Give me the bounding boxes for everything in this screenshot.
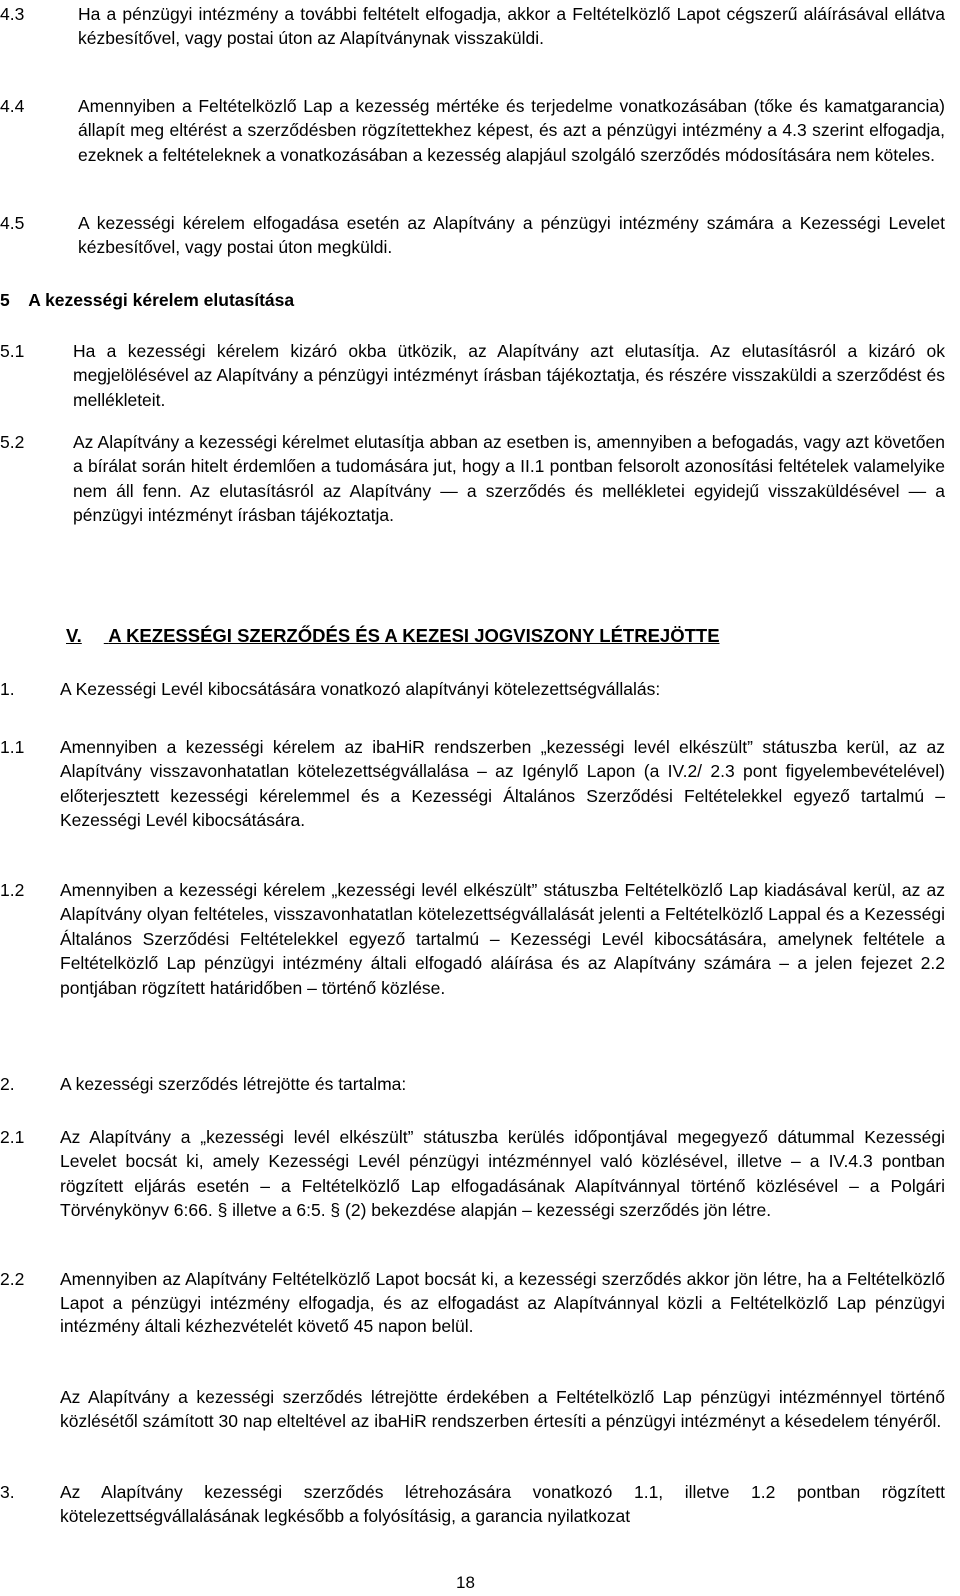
paragraph-1-1 <box>0 735 945 833</box>
paragraph-number: 5.2 <box>0 432 25 452</box>
paragraph-number: 5.1 <box>0 341 25 361</box>
paragraph-2-2 <box>0 1268 945 1339</box>
paragraph-text: Amennyiben a Feltételközlő Lap a kezesség mértéke és terjedelme vonatkozásában (tőke és kamatgarancia) állapít meg eltérést a szerződésben rögzítettekhez képest, és azt a pénzügyi intézmény a 4.3 szerint elfogadja, ezeknek a feltételeknek a vonatkozásában a kezesség alapjául szolgáló szerződés módosítására nem köteles. <box>78 96 945 165</box>
chapter-heading-v <box>66 624 720 648</box>
paragraph-text: A Kezességi Levél kibocsátására vonatkozó alapítványi kötelezettségvállalás: <box>60 679 661 699</box>
heading-title: A KEZESSÉGI SZERZŐDÉS ÉS A KEZESI JOGVISZONY LÉTREJÖTTE <box>108 625 720 646</box>
paragraph-number: 4.5 <box>0 213 25 233</box>
heading-title: A kezességi kérelem elutasítása <box>28 290 295 310</box>
paragraph-text: Az Alapítvány a kezességi szerződés létrejötte érdekében a Feltételközlő Lap pénzügyi intézménnyel történő közlésétől számított 30 nap elteltével az ibaHiR rendszerben értesíti a pénzügyi intézményt a késedelem tényéről. <box>60 1387 945 1431</box>
heading-number: V. <box>66 625 82 646</box>
paragraph-number: 4.4 <box>0 96 25 116</box>
paragraph-2 <box>0 1072 945 1096</box>
paragraph-text: Az Alapítvány a kezességi kérelmet elutasítja abban az esetben is, amennyiben a befogadás, vagy azt követően a bírálat során hitelt érdemlően a tudomására jut, hogy a II.1 pontban felsorolt azonosítási feltételek valamelyike nem áll fenn. Az elutasításról az Alapítvány — a szerződés és mellékletei egyidejű visszaküldésével — a pénzügyi intézményt írásban tájékoztatja. <box>73 432 945 526</box>
paragraph-text: Amennyiben a kezességi kérelem „kezességi levél elkészült” státuszba Feltételközlő Lap kiadásával kerül, az az Alapítvány olyan feltételes, visszavonhatatlan kötelezettségvállalását jelenti a Feltételközlő Lappal és a Kezességi Általános Szerződési Feltételekkel egyező tartalmú – Kezességi Levél kibocsátására, amelynek feltétele a Feltételközlő Lap pénzügyi intézmény általi elfogadó aláírása és az Alapítvány számára – a jelen fejezet 2.2 pontjában rögzített határidőben – történő közlése. <box>60 880 945 998</box>
paragraph-text: A kezességi szerződés létrejötte és tartalma: <box>60 1074 407 1094</box>
paragraph-text: Amennyiben a kezességi kérelem az ibaHiR rendszerben „kezességi levél elkészült” státuszba kerül, az az Alapítvány visszavonhatatlan kötelezettségvállalása – az Igénylő Lapon (a IV.2/ 2.3 pont figyelembevételével) előterjesztett kezességi kérelemmel és a Kezességi Általános Szerződési Feltételekkel egyező tartalmú – Kezességi Levél kibocsátására. <box>60 737 945 831</box>
paragraph-text: Az Alapítvány kezességi szerződés létrehozására vonatkozó 1.1, illetve 1.2 pontban rögzített kötelezettségvállalásának legkésőbb a folyósításig, a garancia nyilatkozat <box>60 1482 945 1526</box>
page-number: 18 <box>456 1573 475 1592</box>
paragraph-number: 4.3 <box>0 4 25 24</box>
paragraph-number: 3. <box>0 1482 15 1502</box>
paragraph-number: 1. <box>0 679 15 699</box>
paragraph-text: Ha a pénzügyi intézmény a további feltételt elfogadja, akkor a Feltételközlő Lapot cégszerű aláírásával ellátva kézbesítővel, vagy postai úton az Alapítványnak visszaküldi. <box>78 4 945 49</box>
paragraph-text: Ha a kezességi kérelem kizáró okba ütközik, az Alapítvány azt elutasítja. Az elutasításról a kizáró ok megjelölésével az Alapítvány a pénzügyi intézményt írásban tájékoztatja, és részére visszaküldi a szerződést és mellékleteit. <box>73 341 945 410</box>
paragraph-number: 2. <box>0 1074 15 1094</box>
heading-number: 5 <box>0 290 10 310</box>
paragraph-4-5 <box>0 211 945 260</box>
paragraph-1-2 <box>0 878 945 1000</box>
paragraph-5-1 <box>0 339 945 412</box>
paragraph-2-1 <box>0 1125 945 1223</box>
section-heading-5 <box>0 288 294 312</box>
paragraph-5-2 <box>0 430 945 528</box>
paragraph-4-4 <box>0 94 945 167</box>
paragraph-text: Az Alapítvány a „kezességi levél elkészült” státuszba kerülés időpontjával megegyező dátummal Kezességi Levelet bocsát ki, amely Kezességi Levél pénzügyi intézménnyel való közlésével, illetve – a IV.4.3 pontban rögzített eljárás esetén – a Feltételközlő Lap elfogadásának Alapítvánnyal történő közlésével – a Polgári Törvénykönyv 6:66. § illetve a 6:5. § (2) bekezdése alapján – kezességi szerződés jön létre. <box>60 1127 945 1221</box>
paragraph-2-2-continuation <box>0 1386 945 1433</box>
paragraph-number: 2.1 <box>0 1127 25 1147</box>
paragraph-number: 1.2 <box>0 880 25 900</box>
paragraph-text: Amennyiben az Alapítvány Feltételközlő Lapot bocsát ki, a kezességi szerződés akkor jön létre, ha a Feltételközlő Lapot a pénzügyi intézmény elfogadja, és az elfogadást az Alapítvánnyal közli a Feltételközlő Lap pénzügyi intézmény általi kézhezvételét követő 45 napon belül. <box>60 1269 945 1337</box>
paragraph-number: 2.2 <box>0 1269 25 1289</box>
paragraph-1 <box>0 677 945 701</box>
paragraph-4-3 <box>0 2 945 51</box>
paragraph-3 <box>0 1481 945 1528</box>
paragraph-text: A kezességi kérelem elfogadása esetén az Alapítvány a pénzügyi intézmény számára a Kezességi Levelet kézbesítővel, vagy postai úton megküldi. <box>78 213 945 258</box>
paragraph-number: 1.1 <box>0 737 25 757</box>
